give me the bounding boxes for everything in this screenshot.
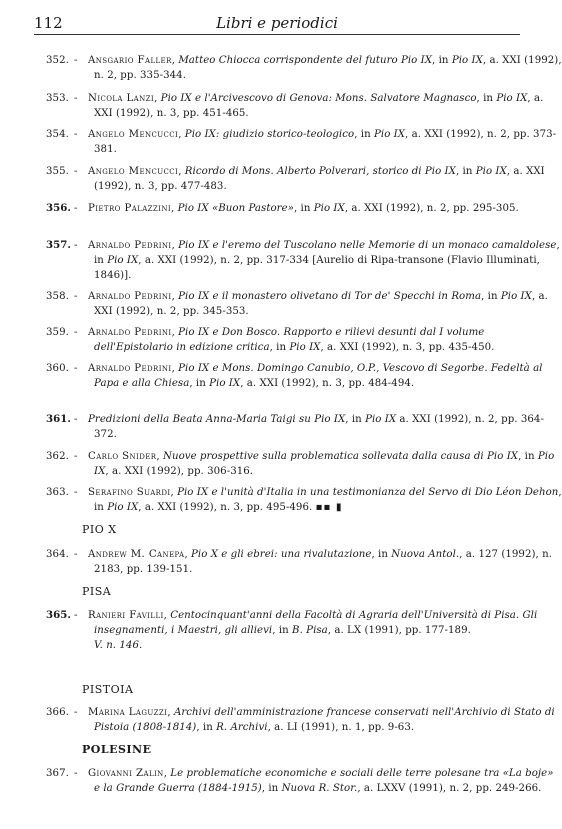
entry-number: 357. — [46, 239, 72, 251]
entry-number: 365. — [46, 609, 72, 621]
entry-number: 366. — [46, 707, 69, 718]
entry-title: Predizioni della Beata Anna-Maria Taigi su Pio IX — [88, 414, 346, 425]
entry-number: 353. — [46, 93, 69, 104]
entry-in: in — [360, 129, 371, 140]
entry-title: Pio IX e Don Bosco. Rapporto e rilievi desunti dal I volume dell'Epistolario in edizione critica — [94, 327, 485, 353]
entry-in: in — [276, 342, 287, 353]
entry-360: 360. - Arnaldo Pedrini, Pio IX e Mons. Domingo Canubio, O.P., Vescovo di Segorbe. Fedeltà al Papa e alla Chiesa, in Pio IX, a. XXI (1992), n. 3, pp. 484-494. — [46, 363, 543, 389]
entry-number: 356. — [46, 202, 72, 214]
entry-author: Arnaldo Pedrini — [88, 291, 172, 302]
entry-title: Pio IX e il monastero olivetano di Tor de' Specchi in Roma — [178, 291, 482, 302]
entry-author: Carlo Snider — [88, 451, 157, 462]
entry-number: 360. — [46, 363, 69, 374]
entry-number: 363. — [46, 487, 69, 498]
entry-in: in — [195, 378, 206, 389]
entry-journal: Pio IX — [313, 203, 345, 214]
entry-356: 356. - Pietro Palazzini, Pio IX «Buon Pastore», in Pio IX, a. XXI (1992), n. 2, pp. 295-305. — [46, 202, 519, 214]
entry-author: Nicola Lanzi — [88, 93, 155, 104]
entry-citation: a. XXI (1992), n. 2, pp. 295-305. — [351, 203, 519, 214]
section-heading-pio-x: PIO X — [82, 523, 117, 536]
entry-title: Pio IX e Mons. Domingo Canubio, O.P., Vescovo di Segorbe. Fedeltà al Papa e alla Chiesa — [94, 363, 543, 389]
entry-citation: a. XXI (1992), n. 3, pp. 484-494. — [246, 378, 415, 389]
entry-355: 355. - Angelo Mencucci, Ricordo di Mons. Alberto Polverari, storico di Pio IX, in Pio IX, a. XXI (1992), n. 3, pp. 477-483. — [46, 166, 545, 192]
entry-author: Arnaldo Pedrini — [88, 327, 172, 338]
entry-author: Pietro Palazzini — [88, 203, 172, 214]
entry-in: in — [462, 166, 473, 177]
entry-author: Arnaldo Pedrini — [88, 363, 172, 374]
entry-title: Pio X e gli ebrei: una rivalutazione — [191, 549, 372, 560]
ink-mark: ▪▪ ▮ — [315, 501, 343, 513]
entry-359: 359. - Arnaldo Pedrini, Pio IX e Don Bosco. Rapporto e rilievi desunti dal I volume dell'Epistolario in edizione critica, in Pio IX, a. XXI (1992), n. 3, pp. 435-450. — [46, 327, 495, 353]
entry-citation: a. XXI (1992), n. 2, pp. 335-344. — [94, 55, 562, 81]
entry-353: 353. - Nicola Lanzi, Pio IX e l'Arcivescovo di Genova: Mons. Salvatore Magnasco, in Pio IX, a. XXI (1992), n. 3, pp. 451-465. — [46, 93, 544, 119]
entry-in: in — [351, 414, 362, 425]
entry-in: in — [94, 255, 104, 266]
entry-author: Serafino Suardi — [88, 487, 171, 498]
entry-in: in — [438, 55, 449, 66]
entry-journal: Pio IX — [496, 93, 528, 104]
entry-title: Le problematiche economiche e sociali delle terre polesane tra «La boje» e la Grande Guerra (1884-1915) — [94, 768, 554, 794]
entry-number: 367. — [46, 768, 69, 779]
entry-citation: a. 127 (1992), n. 2183, pp. 139-151. — [94, 549, 552, 575]
entry-journal: Pio IX — [365, 414, 397, 425]
entry-author: Andrew M. Canepa — [88, 549, 185, 560]
entry-number: 359. — [46, 327, 69, 338]
entry-title: Matteo Chiocca corrispondente del futuro Pio IX — [178, 55, 433, 66]
entry-title: Pio IX e l'eremo del Tuscolano nelle Memorie di un monaco camaldolese — [178, 240, 557, 251]
entry-citation: a. LX (1991), pp. 177-189. — [334, 625, 471, 636]
entry-number: 364. — [46, 549, 69, 560]
entry-author: Ansgario Faller — [88, 55, 172, 66]
entry-366: 366. - Marina Laguzzi, Archivi dell'amministrazione francese conservati nell'Archivio di Stato di Pistoia (1808-1814), in R. Archivi, a. LI (1991), n. 1, pp. 9-63. — [46, 707, 555, 733]
section-heading-pisa: PISA — [82, 585, 112, 598]
entry-citation: a. LI (1991), n. 1, pp. 9-63. — [274, 722, 415, 733]
entry-number: 352. — [46, 55, 69, 66]
entry-in: in — [94, 502, 104, 513]
entry-title: Pio IX: giudizio storico-teologico — [184, 129, 355, 140]
entry-in: in — [300, 203, 311, 214]
entry-citation: a. LXXV (1991), n. 2, pp. 249-266. — [363, 783, 542, 794]
entry-cross-reference: V. n. 146. — [94, 640, 143, 651]
entry-title: Ricordo di Mons. Alberto Polverari, storico di Pio IX — [184, 166, 456, 177]
entry-citation: a. XXI (1992), n. 2, pp. 364-372. — [94, 414, 544, 440]
entry-citation: a. XXI (1992), n. 3, pp. 477-483. — [94, 166, 545, 192]
entry-number: 354. — [46, 129, 69, 140]
entry-journal: Pio IX — [289, 342, 321, 353]
entry-journal: Pio IX — [209, 378, 241, 389]
entry-journal: Pio IX — [451, 55, 483, 66]
entry-title: Pio IX «Buon Pastore» — [177, 203, 294, 214]
entry-title: Pio IX e l'unità d'Italia in una testimonianza del Servo di Dio Léon Dehon — [177, 487, 559, 498]
entry-358: 358. - Arnaldo Pedrini, Pio IX e il monastero olivetano di Tor de' Specchi in Roma, in Pio IX, a. XXI (1992), n. 2, pp. 345-353. — [46, 291, 548, 317]
entry-citation: a. XXI (1992), n. 3, pp. 435-450. — [327, 342, 495, 353]
entry-journal: Pio IX — [107, 502, 139, 513]
section-heading-pistoia: PISTOIA — [82, 683, 134, 696]
entry-number: 358. — [46, 291, 69, 302]
entry-title: Pio IX e l'Arcivescovo di Genova: Mons. Salvatore Magnasco — [160, 93, 477, 104]
entry-in: in — [483, 93, 494, 104]
entry-author: Marina Laguzzi — [88, 707, 168, 718]
section-heading-polesine: POLESINE — [82, 743, 152, 756]
entry-citation: a. XXI (1992), n. 2, pp. 373-381. — [94, 129, 557, 155]
entry-title: Centocinquant'anni della Facoltà di Agraria dell'Università di Pisa. Gli insegnamenti, i Maestri, gli allievi — [94, 610, 538, 636]
entry-author: Giovanni Zalin — [88, 768, 164, 779]
entry-citation: a. XXI (1992), n. 3, pp. 451-465. — [94, 93, 544, 119]
entry-author: Angelo Mencucci — [88, 166, 179, 177]
entry-citation: a. XXI (1992), n. 3, pp. 495-496. — [144, 502, 313, 513]
entry-title: Archivi dell'amministrazione francese conservati nell'Archivio di Stato di Pistoia (1808-1814) — [94, 707, 555, 733]
entry-361: 361. - Predizioni della Beata Anna-Maria Taigi su Pio IX, in Pio IX a. XXI (1992), n. 2, pp. 364-372. — [46, 413, 544, 440]
entry-citation: a. XXI (1992), n. 2, pp. 317-334 [Aurelio di Ripa-transone (Flavio Illuminati, 1846)]. — [94, 255, 540, 281]
entry-author: Angelo Mencucci — [88, 129, 179, 140]
entry-363: 363. - Serafino Suardi, Pio IX e l'unità d'Italia in una testimonianza del Servo di Dio Léon Dehon, in Pio IX, a. XXI (1992), n. 3, pp. 495-496. ▪▪ ▮ — [46, 487, 562, 513]
entry-journal: Pio IX — [373, 129, 406, 140]
entry-352: 352. - Ansgario Faller, Matteo Chiocca corrispondente del futuro Pio IX, in Pio IX, a. XXI (1992), n. 2, pp. 335-344. — [46, 55, 562, 81]
entry-number: 355. — [46, 166, 69, 177]
entry-365: 365. - Ranieri Favilli, Centocinquant'anni della Facoltà di Agraria dell'Università di Pisa. Gli insegnamenti, i Maestri, gli allievi, in B. Pisa, a. LX (1991), pp. 177-189. V. n. 146. — [46, 609, 538, 651]
entry-title: Nuove prospettive sulla problematica sollevata dalla causa di Pio IX — [163, 451, 519, 462]
running-title: Libri e periodici — [216, 14, 338, 32]
entry-in: in — [524, 451, 535, 462]
entry-journal: Pio IX — [94, 451, 555, 477]
entry-357: 357. - Arnaldo Pedrini, Pio IX e l'eremo del Tuscolano nelle Memorie di un monaco camaldolese, in Pio IX, a. XXI (1992), n. 2, pp. 317-334 [Aurelio di Ripa-transone (Flavio Illuminati, 1846)]. — [46, 239, 560, 281]
entry-author: Ranieri Favilli — [88, 610, 164, 621]
entry-in: in — [278, 625, 289, 636]
entry-citation: a. XXI (1992), n. 2, pp. 345-353. — [94, 291, 548, 317]
entry-journal: Pio IX — [500, 291, 532, 302]
entry-journal: Pio IX — [475, 166, 507, 177]
entry-364: 364. - Andrew M. Canepa, Pio X e gli ebrei: una rivalutazione, in Nuova Antol., a. 127 (1992), n. 2183, pp. 139-151. — [46, 549, 552, 575]
entry-journal: R. Archivi — [216, 722, 268, 733]
entry-in: in — [202, 722, 213, 733]
entry-367: 367. - Giovanni Zalin, Le problematiche economiche e sociali delle terre polesane tra «La boje» e la Grande Guerra (1884-1915), in Nuova R. Stor., a. LXXV (1991), n. 2, pp. 249-266. — [46, 768, 554, 794]
page-header — [34, 12, 520, 35]
entry-number: 361. — [46, 413, 72, 425]
entry-number: 362. — [46, 451, 69, 462]
page-number: 112 — [34, 14, 63, 32]
entry-in: in — [268, 783, 279, 794]
entry-journal: Nuova R. Stor. — [281, 783, 358, 794]
entry-citation: a. XXI (1992), pp. 306-316. — [111, 466, 254, 477]
entry-journal: B. Pisa — [292, 625, 328, 636]
entry-354: 354. - Angelo Mencucci, Pio IX: giudizio storico-teologico, in Pio IX, a. XXI (1992), n. 2, pp. 373-381. — [46, 129, 557, 155]
entry-author: Arnaldo Pedrini — [88, 240, 172, 251]
entry-in: in — [487, 291, 498, 302]
entry-journal: Pio IX — [107, 255, 139, 266]
entry-362: 362. - Carlo Snider, Nuove prospettive sulla problematica sollevata dalla causa di Pio IX, in Pio IX, a. XXI (1992), pp. 306-316. — [46, 451, 555, 477]
entry-in: in — [378, 549, 388, 560]
entry-journal: Nuova Antol. — [391, 549, 460, 560]
